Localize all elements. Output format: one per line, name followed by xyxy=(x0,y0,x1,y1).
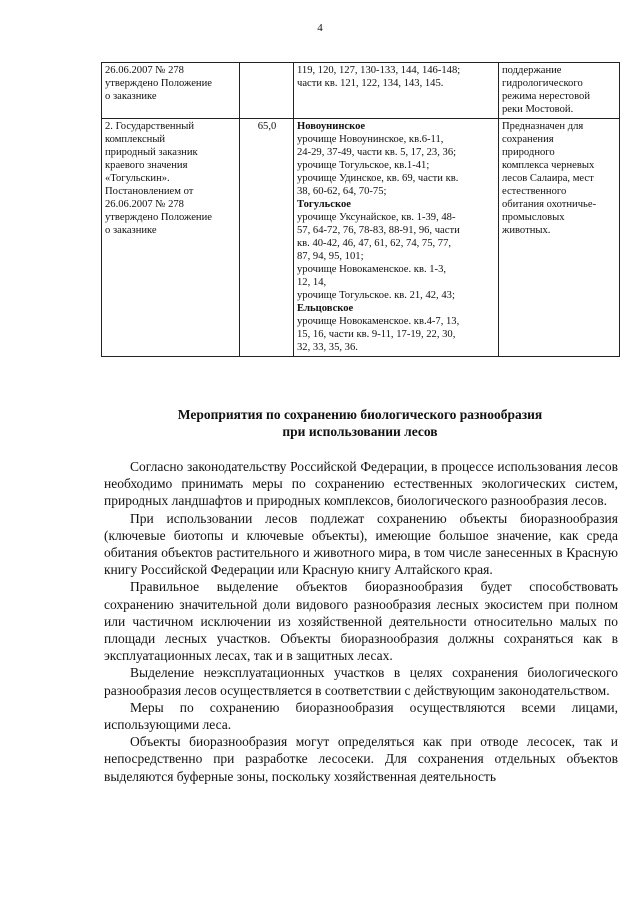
cell-line: естественного xyxy=(502,186,567,197)
cell-line: природный заказник xyxy=(105,147,198,158)
cell-line: урочище Удинское, кв. 69, части кв. xyxy=(297,173,459,184)
cell-line: урочище Тогульское, кв.1-41; xyxy=(297,160,430,171)
table-row xyxy=(102,119,620,357)
cell-name xyxy=(102,63,240,119)
location-subheading: Ельцовское xyxy=(297,303,354,314)
location-subheading: Новоунинское xyxy=(297,121,366,132)
cell-line: гидрологического xyxy=(502,78,583,89)
body-text xyxy=(104,458,618,785)
cell-line: кв. 40-42, 46, 47, 61, 62, 74, 75, 77, xyxy=(297,238,452,249)
cell-line: части кв. 121, 122, 134, 143, 145. xyxy=(297,78,444,89)
cell-area: 65,0 xyxy=(240,119,294,357)
paragraph: Согласно законодательству Российской Федерации, в процессе использования лесов необходимо принимать меры по сохранению естественных экологических систем, природных ландшафтов и природных комплексов, биологического разнообразия лесов. xyxy=(104,459,618,509)
heading-line: при использовании лесов xyxy=(282,424,438,439)
cell-purpose xyxy=(499,119,620,357)
cell-line: 12, 14, xyxy=(297,277,327,288)
cell-line: поддержание xyxy=(502,65,562,76)
cell-line: 26.06.2007 № 278 xyxy=(105,65,184,76)
cell-area xyxy=(240,63,294,119)
table-row xyxy=(102,63,620,119)
reserves-table xyxy=(101,62,620,357)
heading-line: Мероприятия по сохранению биологического разнообразия xyxy=(177,407,543,422)
cell-location xyxy=(294,63,499,119)
paragraph: Правильное выделение объектов биоразнообразия будет способствовать сохранению значительной доли видового разнообразия лесных экосистем при полном или частичном исключении из хозяйственной деятельности относительно малых по площади лесных участков. Объекты биоразнообразия должны сохраняться как в эксплуатационных лесах, так и в защитных лесах. xyxy=(104,579,618,664)
cell-line: «Тогульскин». xyxy=(105,173,170,184)
cell-line: 119, 120, 127, 130-133, 144, 146-148; xyxy=(297,65,461,76)
cell-line: природного xyxy=(502,147,555,158)
cell-line: 15, 16, части кв. 9-11, 17-19, 22, 30, xyxy=(297,329,456,340)
cell-line: 87, 94, 95, 101; xyxy=(297,251,364,262)
paragraph: Объекты биоразнообразия могут определяться как при отводе лесосек, так и непосредственно при разработке лесосеки. Для сохранения отдельных объектов выделяются буферные зоны, поскольку хозяйственная деятельность xyxy=(104,734,618,784)
cell-line: краевого значения xyxy=(105,160,188,171)
paragraph: Меры по сохранению биоразнообразия осуществляются всеми лицами, использующими леса. xyxy=(104,699,618,733)
cell-line: сохранения xyxy=(502,134,554,145)
cell-line: реки Мостовой. xyxy=(502,104,574,115)
cell-line: комплексный xyxy=(105,134,166,145)
cell-line: урочище Уксунайское, кв. 1-39, 48- xyxy=(297,212,456,223)
cell-line: промысловых xyxy=(502,212,565,223)
page-number: 4 xyxy=(317,22,323,34)
cell-line: 57, 64-72, 76, 78-83, 88-91, 96, части xyxy=(297,225,460,236)
cell-purpose xyxy=(499,63,620,119)
cell-line: утверждено Положение xyxy=(105,212,212,223)
cell-line: о заказнике xyxy=(105,91,157,102)
cell-line: 38, 60-62, 64, 70-75; xyxy=(297,186,387,197)
cell-line: комплекса черневых xyxy=(502,160,595,171)
cell-line: урочище Новокаменское. кв. 1-3, xyxy=(297,264,447,275)
cell-line: урочище Новоунинское, кв.6-11, xyxy=(297,134,444,145)
cell-line: лесов Салаира, мест xyxy=(502,173,594,184)
cell-line: утверждено Положение xyxy=(105,78,212,89)
cell-name xyxy=(102,119,240,357)
cell-location xyxy=(294,119,499,357)
location-subheading: Тогульское xyxy=(297,199,351,210)
cell-line: 26.06.2007 № 278 xyxy=(105,199,184,210)
cell-line: 32, 33, 35, 36. xyxy=(297,342,358,353)
paragraph: Выделение неэксплуатационных участков в целях сохранения биологического разнообразия лесов осуществляется в соответствии с действующим законодательством. xyxy=(104,665,618,698)
cell-line: 24-29, 37-49, части кв. 5, 17, 23, 36; xyxy=(297,147,457,158)
cell-line: 2. Государственный xyxy=(105,121,195,132)
cell-line: Предназначен для xyxy=(502,121,584,132)
cell-line: режима нерестовой xyxy=(502,91,590,102)
cell-line: обитания охотничье- xyxy=(502,199,597,210)
cell-line: Постановлением от xyxy=(105,186,194,197)
paragraph: При использовании лесов подлежат сохранению объекты биоразнообразия (ключевые биотопы и ключевые объекты), имеющие большое значение, как среда обитания объектов растительного и животного мира, в том числе занесенных в Красную книгу Российской Федерации или Красную книгу Алтайского края. xyxy=(104,510,618,578)
cell-line: урочище Новокаменское. кв.4-7, 13, xyxy=(297,316,460,327)
section-heading xyxy=(100,406,620,440)
cell-line: животных. xyxy=(502,225,551,236)
cell-line: о заказнике xyxy=(105,225,157,236)
cell-line: урочище Тогульское. кв. 21, 42, 43; xyxy=(297,290,455,301)
